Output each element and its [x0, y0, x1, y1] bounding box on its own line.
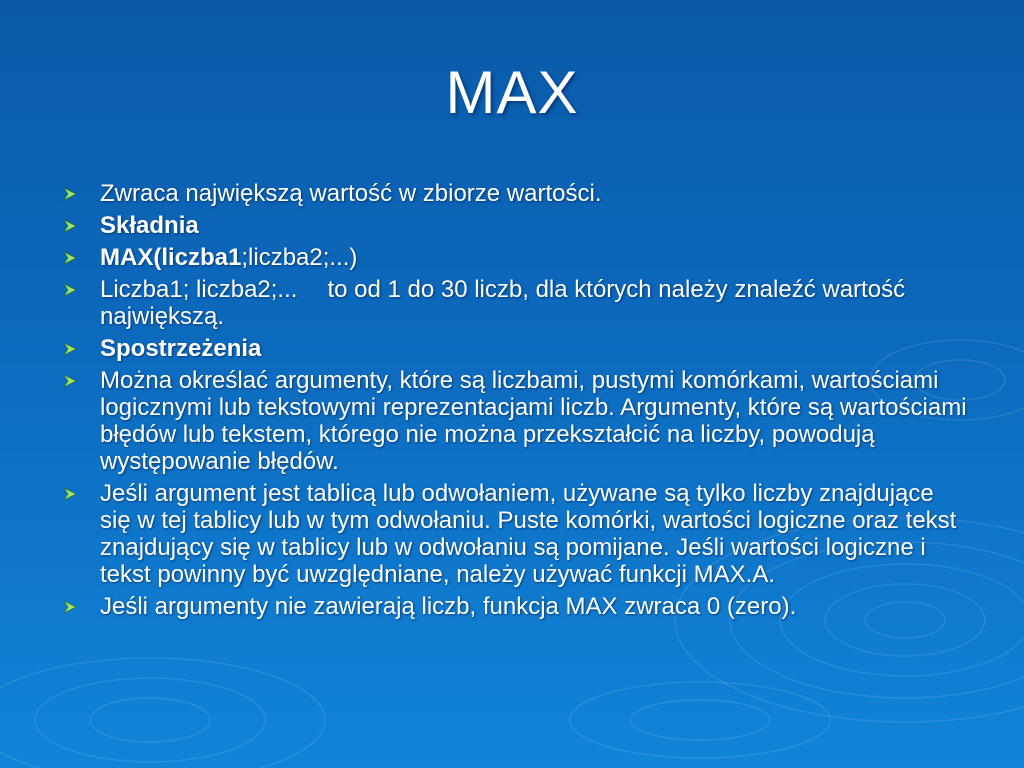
bullet-text: Jeśli argumenty nie zawierają liczb, funkcja MAX zwraca 0 (zero).: [100, 593, 797, 620]
bullet-item-remark-3: [62, 593, 967, 620]
bullet-text: Zwraca największą wartość w zbiorze wartości.: [100, 180, 602, 207]
syntax-function-name: MAX(: [100, 244, 162, 271]
bullet-item-syntax: [62, 244, 967, 271]
bullet-item-remark-1: [62, 367, 967, 475]
slide-title: MAX: [445, 59, 579, 126]
bullet-list: [62, 180, 967, 625]
bullet-text: Jeśli argument jest tablicą lub odwołaniem, używane są tylko liczby znajdujące się w tej tablicy lub w tym odwołaniu. Puste komórki, wartości logiczne oraz tekst znajdujący się w tablicy lub w odwołaniu są pomijane. Jeśli wartości logiczne i tekst powinny być uwzględniane, należy używać funkcji MAX.A.: [100, 480, 957, 588]
arrow-bullet-icon: [62, 342, 78, 356]
bullet-text: Składnia: [100, 212, 199, 239]
argument-names: Liczba1; liczba2;...: [100, 276, 298, 303]
arrow-bullet-icon: [62, 374, 78, 388]
argument-description: to od 1 do 30 liczb, dla których należy znaleźć wartość największą.: [100, 276, 906, 330]
arrow-bullet-icon: [62, 487, 78, 501]
bullet-item-syntax-heading: [62, 212, 967, 239]
arrow-bullet-icon: [62, 251, 78, 265]
arrow-bullet-icon: [62, 187, 78, 201]
bullet-item-remarks-heading: [62, 335, 967, 362]
arrow-bullet-icon: [62, 283, 78, 297]
arrow-bullet-icon: [62, 600, 78, 614]
bullet-item-remark-2: [62, 480, 967, 588]
syntax-optional-args: ;liczba2;...): [241, 244, 358, 271]
bullet-text: Można określać argumenty, które są liczbami, pustymi komórkami, wartościami logicznymi lub tekstowymi reprezentacjami liczb. Argumenty, które są wartościami błędów lub tekstem, którego nie można przekształcić na liczby, powodują występowanie błędów.: [100, 367, 967, 475]
arrow-bullet-icon: [62, 219, 78, 233]
bullet-item-arguments: [62, 276, 967, 330]
bullet-text: Spostrzeżenia: [100, 335, 262, 362]
syntax-required-arg: liczba1: [161, 244, 242, 271]
bullet-item-description: [62, 180, 967, 207]
